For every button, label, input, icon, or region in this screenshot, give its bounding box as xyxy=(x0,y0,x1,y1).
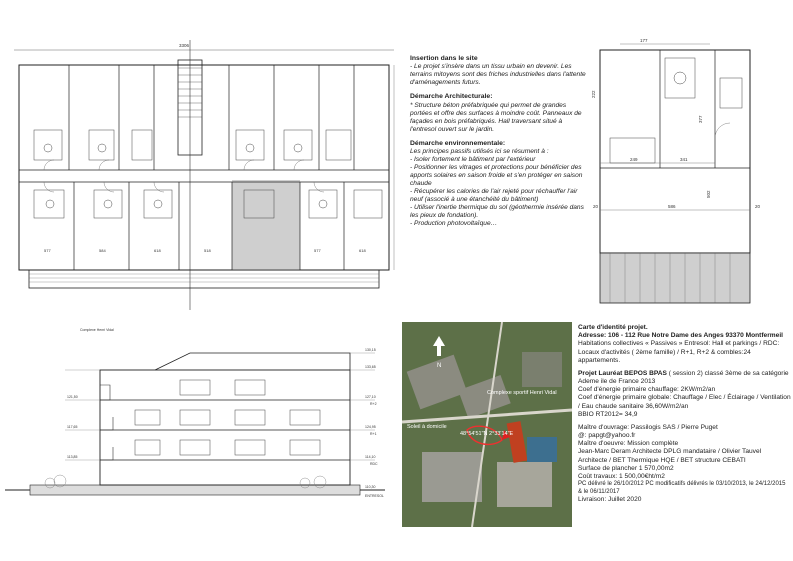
insertion-text: - Le projet s'insère dans un tissu urbain en devenir. Les terrains mitoyens sont des friches industrielles dans l'attente d'aménagements futurs. xyxy=(410,63,586,87)
card-line: Jean-Marc Deram Architecte DPLG mandataire / Olivier Tauvel Architecte / BET Thermique HQE / BET structure CEBATI xyxy=(578,448,762,464)
card-title: Carte d'identité projet. xyxy=(578,324,648,331)
architecture-title: Démarche Architecturale: xyxy=(410,93,493,101)
card-laureat-bold: Projet Lauréat BEPOS BPAS xyxy=(578,369,667,377)
level-tag: R+1 xyxy=(370,432,377,436)
apt-dim: 341 xyxy=(680,157,688,162)
plan-top-dim: 3306 xyxy=(179,43,190,48)
environnement-item: - Isoler fortement le bâtiment par l'extérieur xyxy=(410,156,536,164)
level-tag: RDC xyxy=(370,462,378,466)
plan-dim: 584 xyxy=(99,248,106,253)
environnement-intro: Les principes passifs utilisés ici se résument à : xyxy=(410,148,549,156)
card-address: Adresse: 106 - 112 Rue Notre Dame des Anges 93370 Montfermeil xyxy=(578,332,783,340)
card-line: BBIO RT2012= 34,9 xyxy=(578,410,638,418)
card-line: Maître d'ouvrage: Passilogis SAS / Pierre Puget xyxy=(578,423,718,431)
section-header: Complexe Henri Vidal xyxy=(80,328,114,332)
project-card xyxy=(578,324,791,504)
level-label: 124,95 xyxy=(365,425,376,429)
card-line: Surface de plancher 1 570,00m2 xyxy=(578,464,674,472)
description-block xyxy=(410,55,588,234)
card-line: Coef d'énergie primaire globale: Chauffage / Elec / Éclairage / Ventilation / Eau chaude sanitaire 36,60W/m2/an xyxy=(578,394,791,410)
card-laureat xyxy=(578,370,791,378)
plan-dim: 618 xyxy=(359,248,366,253)
level-tag: R+2 xyxy=(370,402,377,406)
map-label-complex: Complexe sportif Henri Vidal xyxy=(487,390,557,396)
plan-dim: 518 xyxy=(204,248,211,253)
map-coords: 48°54'51"N 2°33'14"E xyxy=(460,431,514,437)
plan-dim: 577 xyxy=(314,248,321,253)
level-tag: ENTRESOL xyxy=(365,494,384,498)
card-laureat-rest: ( session 2) classé 3ème de sa catégorie xyxy=(666,369,789,377)
apt-dim: 20 xyxy=(755,204,761,209)
plan-dim: 618 xyxy=(154,248,161,253)
level-label: 117,65 xyxy=(67,425,78,429)
apt-dim: 377 xyxy=(698,115,703,123)
card-line: PC délivré le 26/10/2012 PC modificatifs délivrés le 03/10/2013, le 24/12/2015 & le 06/11/2017 xyxy=(578,481,786,495)
north-label: N xyxy=(437,363,442,369)
apt-dim: 222 xyxy=(591,90,596,98)
plan-dim: 577 xyxy=(44,248,51,253)
level-label: 113,85 xyxy=(67,455,78,459)
environnement-title: Démarche environnementale: xyxy=(410,139,506,147)
card-line: Ademe ile de France 2013 xyxy=(578,378,656,386)
card-line: Coût travaux: 1 500,00€ht/m2 xyxy=(578,472,665,480)
card-email[interactable]: @: papgt@yahoo.fr xyxy=(578,432,636,440)
level-label: 130,15 xyxy=(365,348,376,352)
environnement-item: - Production photovoltaïque… xyxy=(410,220,498,228)
card-line: Livraison: Juillet 2020 xyxy=(578,495,642,503)
card-line: Maître d'oeuvre: Mission complète xyxy=(578,440,679,448)
apt-dim: 249 xyxy=(630,157,638,162)
environnement-item: - Positionner les vitrages et protections pour bénéficier des apports solaires en saison froide et s'en protéger en saison chaude xyxy=(410,164,583,188)
architecture-text: * Structure béton préfabriquée qui permet de grandes portées et offre des surfaces à moindre coût. Panneaux de façades en bois préfabriqués. Hall traversant situé à l'entresol ouvert sur le jardin. xyxy=(410,101,582,133)
level-label: 110,30 xyxy=(365,485,376,489)
floor-plan xyxy=(14,40,399,310)
apt-dim: 586 xyxy=(668,204,676,209)
apt-dim: 177 xyxy=(640,38,648,43)
card-line: Coef d'énergie primaire chauffage: 2KW/m2/an xyxy=(578,386,716,394)
card-programme: Habitations collectives « Passives » Entresol: Hall et parkings / RDC: Locaux d'activités ( 2ème famille) / R+1, R+2 & combles:24 appartements. xyxy=(578,340,780,364)
level-label: 133,65 xyxy=(365,365,376,369)
map-label-soleil: Soleil à domicile xyxy=(407,424,447,430)
level-label: 127,10 xyxy=(365,395,376,399)
building-section xyxy=(5,325,390,515)
apt-dim: 20 xyxy=(593,204,599,209)
level-label: 114,10 xyxy=(365,455,376,459)
insertion-title: Insertion dans le site xyxy=(410,55,478,62)
apartment-plan xyxy=(590,38,785,310)
apt-dim: 502 xyxy=(706,190,711,198)
environnement-item: - Récupérer les calories de l'air rejeté pour réchauffer l'air neuf (associé à une étanchéité du bâtiment) xyxy=(410,188,578,204)
location-map xyxy=(402,322,572,527)
environnement-item: - Utiliser l'inertie thermique du sol (géothermie insérée dans les pieux de fondation). xyxy=(410,204,584,220)
level-label: 121,50 xyxy=(67,395,78,399)
